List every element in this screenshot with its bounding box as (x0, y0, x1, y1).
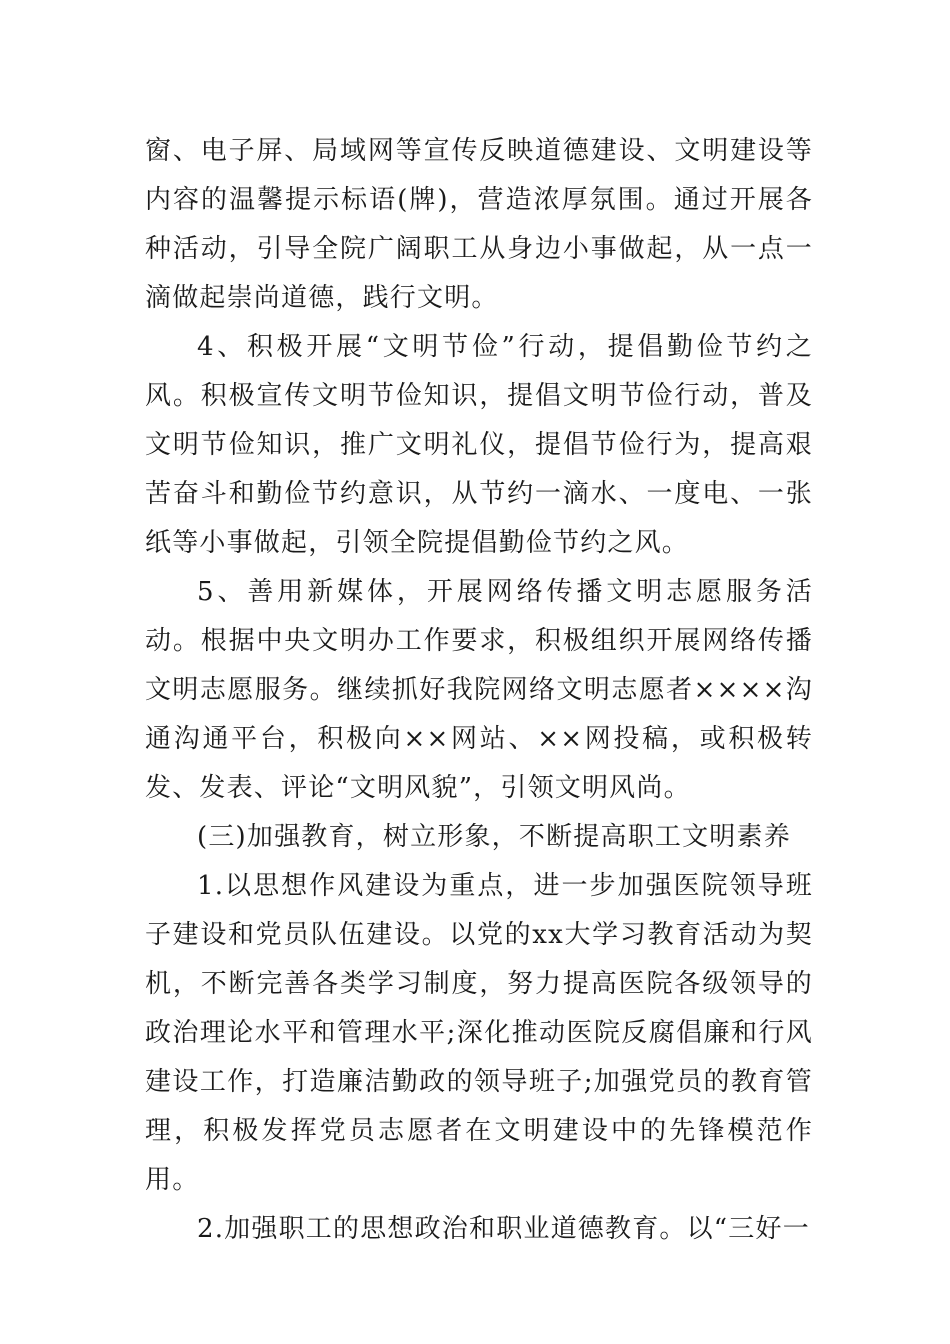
document-body (145, 127, 813, 1254)
paragraph-2: 4、积极开展“文明节俭”行动，提倡勤俭节约之风。积极宣传文明节俭知识，提倡文明节俭行动，普及文明节俭知识，推广文明礼仪，提倡节俭行为，提高艰苦奋斗和勤俭节约意识，从节约一滴水、一度电、一张纸等小事做起，引领全院提倡勤俭节约之风。 (145, 332, 813, 558)
paragraph-6: 2.加强职工的思想政治和职业道德教育。以“三好一 (197, 1214, 810, 1244)
paragraph-1: 窗、电子屏、局域网等宣传反映道德建设、文明建设等内容的温馨提示标语(牌)，营造浓厚氛围。通过开展各种活动，引导全院广阔职工从身边小事做起，从一点一滴做起崇尚道德，践行文明。 (145, 136, 813, 313)
paragraph-5: 1.以思想作风建设为重点，进一步加强医院领导班子建设和党员队伍建设。以党的xx大学习教育活动为契机，不断完善各类学习制度，努力提高医院各级领导的政治理论水平和管理水平;深化推动医院反腐倡廉和行风建设工作，打造廉洁勤政的领导班子;加强党员的教育管理，积极发挥党员志愿者在文明建设中的先锋模范作用。 (145, 871, 813, 1195)
section-heading: (三)加强教育，树立形象，不断提高职工文明素养 (197, 822, 791, 852)
paragraph-3: 5、善用新媒体，开展网络传播文明志愿服务活动。根据中央文明办工作要求，积极组织开展网络传播文明志愿服务。继续抓好我院网络文明志愿者××××沟通沟通平台，积极向××网站、××网投稿，或积极转发、发表、评论“文明风貌”，引领文明风尚。 (145, 577, 813, 803)
